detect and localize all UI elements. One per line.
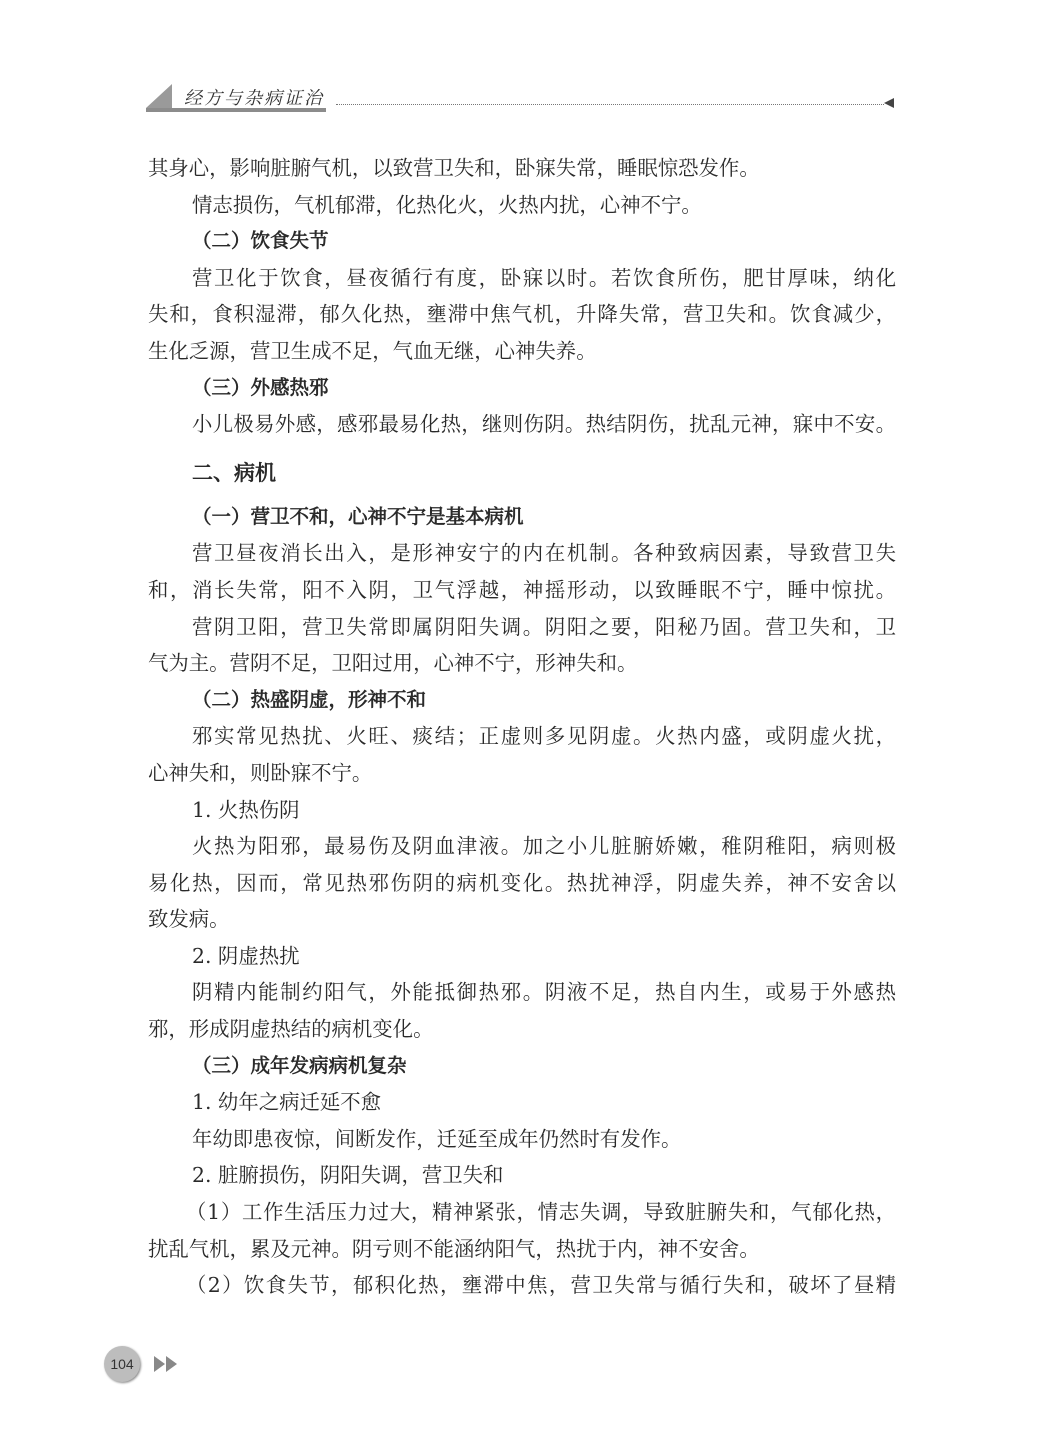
text-line: 其身心，影响脏腑气机，以致营卫失和，卧寐失常，睡眠惊恐发作。: [148, 156, 760, 180]
text-line: 生化乏源，营卫生成不足，气血无继，心神失养。: [148, 338, 597, 363]
text-line: 1. 火热伤阴: [192, 797, 300, 822]
text-line: 心神失和，则卧寐不宁。: [148, 760, 373, 785]
header-dotted-rule: [336, 104, 884, 105]
text-line: 易化热，因而，常见热邪伤阴的病机变化。热扰神浮，阴虚失养，神不安舍以: [148, 870, 896, 895]
subsection-heading: （三）外感热邪: [192, 375, 329, 399]
text-line: 邪实常见热扰、火旺、痰结；正虚则多见阴虚。火热内盛，或阴虚火扰，: [192, 724, 896, 749]
text-line: 年幼即患夜惊，间断发作，迁延至成年仍然时有发作。: [192, 1126, 682, 1151]
text-line: 火热为阳邪，最易伤及阴血津液。加之小儿脏腑娇嫩，稚阴稚阳，病则极: [192, 834, 896, 859]
chevron-right-icon: [166, 1356, 177, 1372]
section-heading: 二、病机: [192, 460, 276, 485]
running-header: [146, 78, 894, 118]
text-line: （1）工作生活压力过大，精神紧张，情志失调，导致脏腑失和，气郁化热，: [186, 1200, 896, 1225]
chevron-right-icon: [154, 1356, 165, 1372]
text-line: 和，消长失常，阳不入阴，卫气浮越，神摇形动，以致睡眠不宁，睡中惊扰。: [148, 577, 896, 602]
text-line: 情志损伤，气机郁滞，化热化火，火热内扰，心神不宁。: [192, 192, 702, 217]
text-line: 2. 阴虚热扰: [192, 943, 300, 968]
header-triangle-ornament: [146, 84, 172, 108]
text-line: 致发病。: [148, 907, 230, 932]
text-line: 营卫昼夜消长出入，是形神安宁的内在机制。各种致病因素，导致营卫失: [192, 541, 896, 566]
body-text: [148, 150, 896, 1304]
page-number: 104: [104, 1346, 140, 1382]
subsection-heading: （二）饮食失节: [192, 229, 329, 253]
text-line: 营阴卫阳，营卫失常即属阴阳失调。阴阳之要，阳秘乃固。营卫失和，卫: [192, 614, 896, 639]
text-line: 阴精内能制约阳气，外能抵御热邪。阴液不足，热自内生，或易于外感热: [192, 980, 896, 1005]
subsection-heading: （一）营卫不和，心神不宁是基本病机: [192, 504, 524, 528]
header-arrow-icon: [884, 98, 894, 108]
text-line: 扰乱气机，累及元神。阴亏则不能涵纳阳气，热扰于内，神不安舍。: [148, 1236, 760, 1261]
subsection-heading: （二）热盛阴虚，形神不和: [192, 687, 427, 711]
text-line: 小儿极易外感，感邪最易化热，继则伤阴。热结阴伤，扰乱元神，寐中不安。: [192, 412, 896, 437]
text-line: （2）饮食失节，郁积化热，壅滞中焦，营卫失常与循行失和，破坏了昼精: [186, 1273, 896, 1298]
text-line: 2. 脏腑损伤，阴阳失调，营卫失和: [192, 1163, 504, 1188]
text-line: 气为主。营阴不足，卫阳过用，心神不宁，形神失和。: [148, 651, 638, 676]
text-line: 营卫化于饮食，昼夜循行有度，卧寐以时。若饮食所伤，肥甘厚味，纳化: [192, 265, 896, 290]
text-line: 1. 幼年之病迁延不愈: [192, 1090, 382, 1115]
text-line: 失和，食积湿滞，郁久化热，壅滞中焦气机，升降失常，营卫失和。饮食减少，: [148, 302, 896, 327]
header-title: 经方与杂病证治: [184, 88, 324, 109]
text-line: 邪，形成阴虚热结的病机变化。: [148, 1017, 434, 1042]
subsection-heading: （三）成年发病病机复杂: [192, 1053, 407, 1077]
